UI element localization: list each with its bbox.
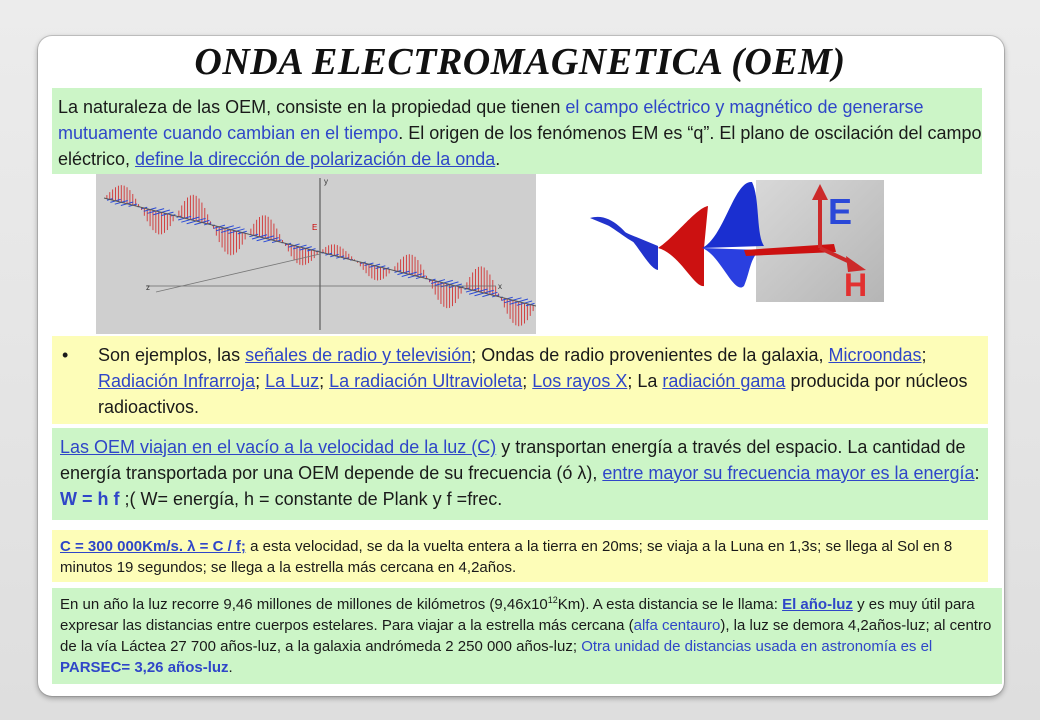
light-link[interactable]: La Luz	[265, 371, 320, 391]
energy-text-2: :	[974, 463, 980, 483]
examples-text	[98, 342, 978, 420]
examples-text-2: producida por núcleos radioactivos.	[98, 371, 968, 417]
sep-2: ;	[255, 371, 266, 391]
speed-of-light-link[interactable]: Las OEM viajan en el vacío a la velocidad de la luz (C)	[60, 437, 497, 457]
intro-box	[52, 88, 982, 174]
energy-formula: W = h f	[60, 489, 120, 509]
y-axis-label: y	[324, 177, 328, 186]
h-wave-lobe-2	[702, 182, 764, 248]
energy-box	[52, 428, 988, 520]
h-label: H	[844, 267, 868, 302]
examples-intro: Son ejemplos, las	[98, 345, 246, 365]
light-year-box	[52, 588, 1002, 684]
e-wave-lobe-1	[658, 206, 708, 248]
intro-highlight: el campo eléctrico y magnético de generarse mutuamente cuando cambian en el tiempo	[58, 97, 924, 143]
bullet-icon: •	[62, 345, 69, 365]
wave-axes-diagram	[96, 174, 536, 334]
intro-text-3: .	[495, 149, 501, 169]
eh-wave-diagram	[584, 178, 884, 302]
gamma-link[interactable]: radiación gama	[662, 371, 786, 391]
page-title: ONDA ELECTROMAGNETICA (OEM)	[194, 41, 846, 83]
diagram1-background	[96, 174, 536, 334]
ultraviolet-link[interactable]: La radiación Ultravioleta	[329, 371, 523, 391]
ly-exponent: 12	[547, 595, 558, 605]
speed-text: a esta velocidad, se da la vuelta entera a la tierra en 20ms; se viaja a la Luna en 1,3s; se llega al Sol en 8 minutos 19 segundos; se llega a la estrella más cercana en 4,2años.	[60, 538, 953, 576]
sep-1: ;	[921, 345, 927, 365]
radio-tv-link[interactable]: señales de radio y televisión	[245, 345, 472, 365]
parsec-intro: Otra unidad de distancias usada en astronomía es el	[581, 638, 933, 655]
sep-4: ;	[522, 371, 533, 391]
frequency-energy-link[interactable]: entre mayor su frecuencia mayor es la energía	[602, 463, 975, 483]
e-field-label: E	[312, 223, 318, 232]
ly-text-1: En un año la luz recorre 9,46 millones de millones de kilómetros (9,46x10	[60, 596, 548, 613]
polarization-link[interactable]: define la dirección de polarización de la onda	[135, 149, 496, 169]
h-wave-lobe-1b	[590, 217, 658, 270]
intro-text-2: . El origen de los fenómenos EM es “q”. El plano de oscilación del campo eléctrico,	[58, 123, 982, 169]
alpha-centauri: alfa centauro	[633, 617, 721, 634]
ly-text-5: .	[228, 659, 233, 676]
energy-text-1: y transportan energía a través del espacio. La cantidad de energía transportada por una OEM depende de su frecuencia (ó λ),	[60, 437, 966, 483]
sep-5: ; La	[627, 371, 663, 391]
ly-text-2: Km). A esta distancia se le llama:	[557, 596, 783, 613]
infrared-link[interactable]: Radiación Infrarroja	[98, 371, 256, 391]
examples-text-1: ; Ondas de radio provenientes de la galaxia,	[471, 345, 829, 365]
e-label: E	[828, 191, 853, 232]
speed-box	[52, 530, 988, 582]
parsec-value: PARSEC= 3,26 años-luz	[60, 659, 229, 676]
light-year-link[interactable]: El año-luz	[782, 596, 853, 613]
sep-3: ;	[319, 371, 330, 391]
microwaves-link[interactable]: Microondas	[828, 345, 922, 365]
examples-box	[52, 336, 988, 424]
energy-text-3: ;( W= energía, h = constante de Plank y f =frec.	[119, 489, 503, 509]
x-axis-label: x	[498, 282, 502, 291]
intro-text-1: La naturaleza de las OEM, consiste en la propiedad que tienen	[58, 97, 566, 117]
ly-text-3: y es muy útil para expresar las distancias entre cuerpos estelares. Para viajar a la estrella más cercana (	[60, 596, 975, 634]
e-wave-lobe-2	[658, 248, 704, 286]
speed-formula-link[interactable]: C = 300 000Km/s. λ = C / f;	[60, 538, 246, 555]
xrays-link[interactable]: Los rayos X	[532, 371, 628, 391]
z-axis-label: z	[146, 283, 150, 292]
ly-text-4: ), la luz se demora 4,2años-luz; al centro de la vía Láctea 27 700 años-luz, a la galaxia andrómeda 2 250 000 años-luz;	[60, 617, 992, 655]
